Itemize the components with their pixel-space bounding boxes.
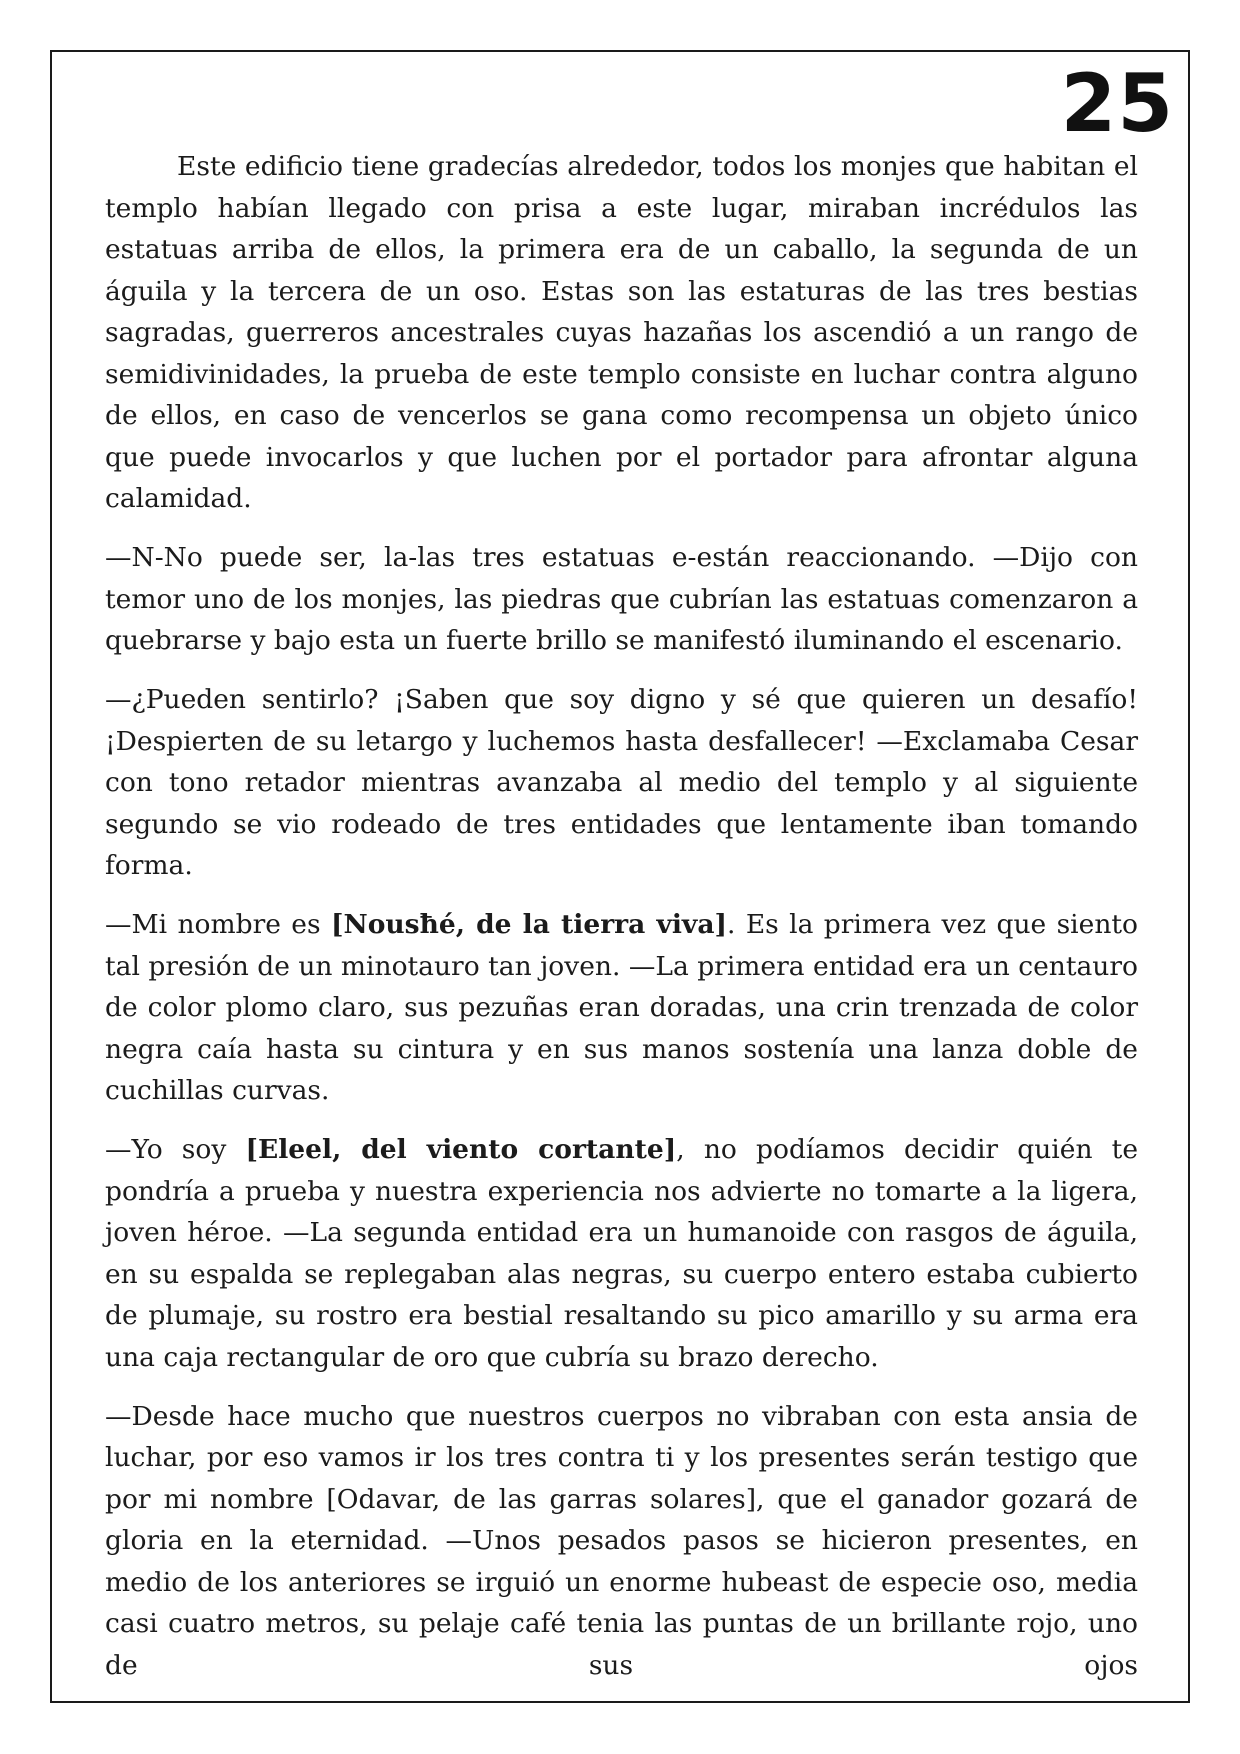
paragraph-6: —Desde hace mucho que nuestros cuerpos no vibraban con esta ansia de luchar, por eso vamos ir los tres contra ti y los presentes serán testigo que por mi nombre [Odavar, de las garras solares], que el ganador gozará de gloria en la eternidad. —Unos pesados pasos se hicieron presentes, en medio de los anteriores se irguió un enorme hubeast de especie oso, media casi cuatro metros, su pelaje café tenia las puntas de un brillante rojo, uno de sus ojos [105,1400,1138,1681]
dialogue-lead: —Yo soy [105,1134,246,1165]
body-text [105,146,1138,1686]
paragraph-1: Este edificio tiene gradecías alrededor, todos los monjes que habitan el templo habían llegado con prisa a este lugar, miraban incrédulos las estatuas arriba de ellos, la primera era de un caballo, la segunda de un águila y la tercera de un oso. Estas son las estaturas de las tres bestias sagradas, guerreros ancestrales cuyas hazañas los ascendió a un rango de semidivinidades, la prueba de este templo consiste en luchar contra alguno de ellos, en caso de vencerlos se gana como recompensa un objeto único que puede invocarlos y que luchen por el portador para afrontar alguna calamidad. [105,151,1138,514]
page-number: 25 [1060,57,1174,150]
paragraph-4 [105,904,1138,1112]
paragraph-3: —¿Pueden sentirlo? ¡Saben que soy digno y sé que quieren un desafío! ¡Despierten de su letargo y luchemos hasta desfallecer! —Exclamaba Cesar con tono retador mientras avanzaba al medio del templo y al siguiente segundo se vio rodeado de tres entidades que lentamente iban tomando forma. [105,684,1138,881]
entity-name-eleel: [Eleel, del viento cortante] [245,1134,677,1165]
dialogue-rest: . Es la primera vez que siento tal presión de un minotauro tan joven. —La primera entidad era un centauro de color plomo claro, sus pezuñas eran doradas, una crin trenzada de color negra caía hasta su cintura y en sus manos sostenía una lanza doble de cuchillas curvas. [105,909,1138,1106]
paragraph-2: —N-No puede ser, la-las tres estatuas e-están reaccionando. —Dijo con temor uno de los monjes, las piedras que cubrían las estatuas comenzaron a quebrarse y bajo esta un fuerte brillo se manifestó iluminando el escenario. [105,542,1138,656]
dialogue-lead: —Mi nombre es [105,909,331,940]
entity-name-noushe: [Nousħé, de la tierra viva] [330,909,728,940]
paragraph-5 [105,1129,1138,1378]
dialogue-rest: , no podíamos decidir quién te pondría a prueba y nuestra experiencia nos advierte no tomarte a la ligera, joven héroe. —La segunda entidad era un humanoide con rasgos de águila, en su espalda se replegaban alas negras, su cuerpo entero estaba cubierto de plumaje, su rostro era bestial resaltando su pico amarillo y su arma era una caja rectangular de oro que cubría su brazo derecho. [105,1134,1138,1373]
